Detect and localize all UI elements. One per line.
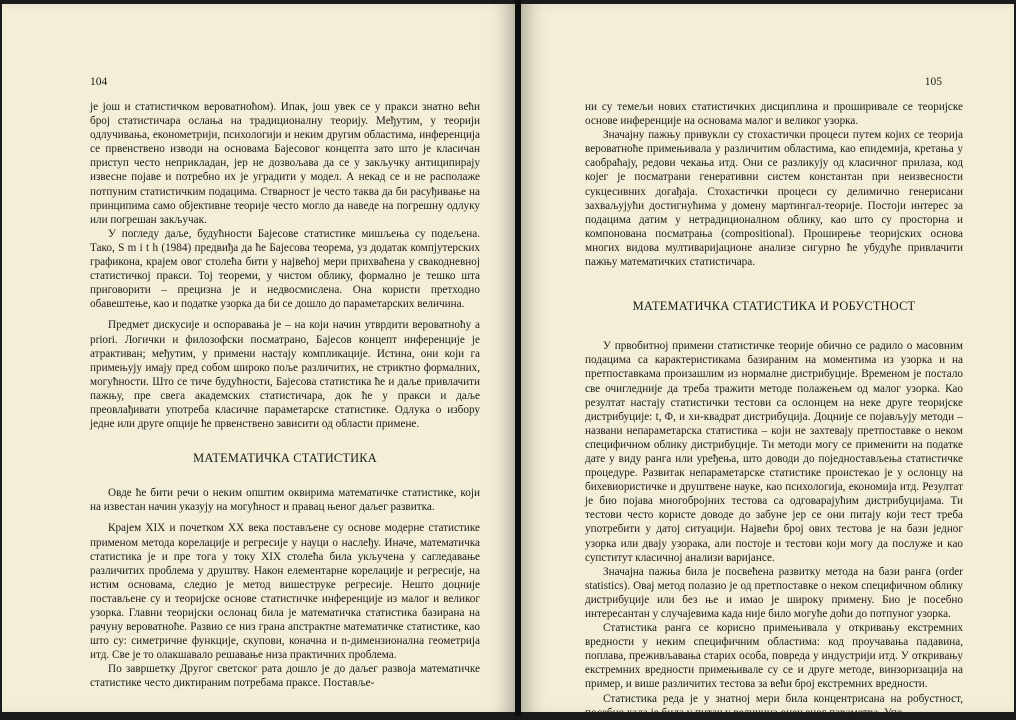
page-number: 104: [90, 76, 108, 88]
paragraph: У погледу даље, будућности Бајесове статистике мишљења су подељена. Тако, S m i t h (1984) предвиђа да ће Бајесова теорема, уз додатак компјутерских графикона, крајем овог столећа бити у највећој мери прихваћена у свакодневној статистичкој пракси. Тој теореми, у чистом облику, формално је тешко шта приговорити – прецизна је и недвосмислена. Она користи претходно обавештење, као и податке узорка да би се дошло до параметарских величина.: [90, 227, 480, 311]
page-body: [585, 100, 963, 720]
section-heading: МАТЕМАТИЧКА СТАТИСТИКА: [193, 451, 377, 466]
section-heading: МАТЕМАТИЧКА СТАТИСТИКА И РОБУСТНОСТ: [632, 299, 916, 314]
paragraph: У првобитној примени статистичке теорије обично се радило о масовним подацима са карактеристикама базираним на моментима из узорка и на претпоставкама произашлим из нормалне дистрибуције. Временом је постало све очигледније да треба тражити методе полажењем од малог узорка. Као резултат настају статистички тестови са ослонцем на неке друге теоријске дистрибуције: t, Φ, и хи-квадрат дистрибуција. Доцније се појављују методи – названи непараметарска статистика – који не захтевају претпоставке о неком специфичном облику дистрибуције. Ти методи могу се применити на податке дате у виду ранга или уређења, што доводи до поједностављења статистичке процедуре. Развитак непараметарске статистике проистекао је у ослонцу на бихевиористичке и друштвене науке, као психологија, економија итд. Резултат је био појава многобројних тестова са одговарајућим дистрибуцијама. Ти тестови често користе доводе до забуне јер се они питају који тест треба употребити у датој ситуацији. Највећи број ових тестова је на бази једног узорка или двају узорака, али постоје и тестови који могу да послуже и као супститут класичној анализи варијансе.: [585, 340, 963, 564]
paragraph: ни су темељи нових статистичких дисциплина и проширивале се теоријске основе инференције на основама малог и великог узорка.: [585, 101, 963, 128]
page-number: 105: [924, 76, 942, 88]
paragraph: је још и статистичком вероватноћом). Ипак, још увек се у пракси знатно већи број статистичара ослања на традиционалну теорију. Међутим, у теорији одлучивања, економетрији, психологији и неким другим областима, инференција се првенствено изводи на основама Бајесовог концепта зато што је класичан приступ често неприкладан, јер не дозвољава да се у закључку антиципирају извесне појаве и потребно их је уградити у модел. А некад се и не располаже потпуним статистичким подацима. Стварност је често таква да би расуђивање на принципима само објективне теорије често могло да наведе на погрешну одлуку или погрешан закључак.: [90, 101, 480, 226]
paragraph: Значајна пажња била је посвећена развитку метода на бази ранга (order statistics). Овај метод полазио је од претпоставке о неком специфичном облику дистрибуције или без ње и имао је широку примену. Био је посебно интересантан у случајевима када није било могуће доћи до потпуног узорка.: [585, 565, 963, 620]
right-page: [521, 4, 1014, 719]
paragraph: Предмет дискусије и оспоравања је – на који начин утврдити вероватноћу a priori. Логички и филозофски посматрано, Бајесов концепт инференције је атрактиван; међутим, у примени настају компликације. Истина, они који га примењују имају пред собом широко поље различитих, не стриктно формалних, могућности. Што се тиче будућности, Бајесова статистика ће и даље привлачити пажњу, пре свега академских статистичара, док ће у пракси и даље преовлађивати употреба класичне параметарске статистике. Одлука о избору једне или друге опције ће првенствено зависити од области примене.: [90, 319, 480, 431]
paragraph: Значајну пажњу привукли су стохастички процеси путем којих се теорија вероватноће примењивала у различитим областима, као епидемија, кретања у саобраћају, редови чекања итд. Они се разликују од класичног прилаза, код којег је посматрани генеративни систем константан при неизвесности сукцесивних догађаја. Стохастички процеси су делимично генерисани захваљујући достигнућима у домену мартингал-теорије. Постоји интерес за подацима датим у нетрадиционалном облику, као што су просторна и компонована посматрања (compositional). Проширење теоријских основа многих видова мултиваријационе анализе сигурно ће убудуће привлачити пажњу математичких статистичара.: [585, 129, 963, 269]
page-body: [90, 100, 480, 691]
paragraph: Овде ће бити речи о неким општим оквирима математичке статистике, који на известан начин указују на могућност и правац њеног даљег развитка.: [90, 487, 480, 514]
paragraph: Крајем XIX и почетком XX века постављене су основе модерне статистике применом метода корелације и регресије у науци о наслеђу. Иначе, математичка статистика је и пре тога у току XIX столећа била укључена у сагледавање различитих проблема у друштву. Након елементарне корелације и регресије, на истим основама, следио је метод вишеструке регресије. Нешто доцније постављене су и теоријске основе статистичке инференције из малог и великог узорка. Главни теоријски ослонац била је математичка статистика базирана на рачуну вероватноће. Развио се низ грана апстрактне математичке статистике, као што су: симетричне функције, скупови, коначна и n-димензионална геометрија итд. Све је то олакшавало решавање низа практичних проблема.: [90, 522, 480, 662]
left-page: [2, 4, 515, 712]
paragraph: Статистика реда је у знатној мери била концентрисана на робустност, посебно када је била у питању величина оцењеног параметра. Упо-: [585, 692, 963, 719]
paragraph: По завршетку Другог светског рата дошло је до даљег развоја математичке статистике често диктираним потребама праксе. Поставље-: [90, 663, 480, 690]
paragraph: Статистика ранга се корисно примењивала у откривању екстремних вредности у неким специфичним областима: код проучавања падавина, поплава, преживљавања старих особа, повреда у индустрији итд. У откривању екстремних вредности примењивале су се и друге методе, винзоризација на пример, и више различитих тестова за већи број екстремних вредности.: [585, 622, 963, 691]
